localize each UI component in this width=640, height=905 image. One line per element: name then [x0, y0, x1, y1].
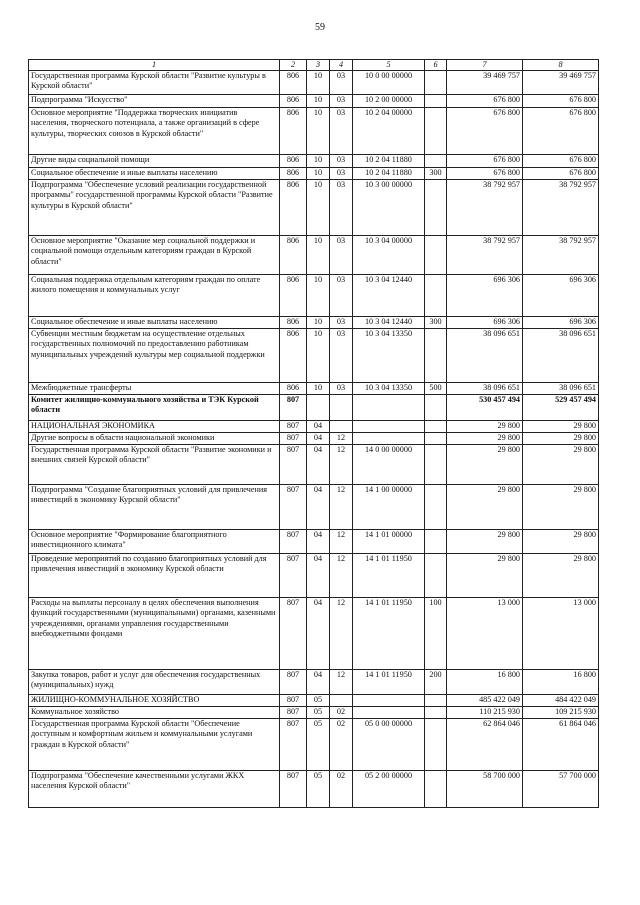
header-row — [29, 60, 599, 71]
row-amount-year1-cell: 696 306 — [447, 275, 523, 317]
row-subsection-cell: 12 — [330, 530, 353, 554]
row-ministry-code-cell: 807 — [280, 530, 307, 554]
row-amount-year2-cell: 29 800 — [523, 485, 599, 530]
table-row — [29, 530, 599, 554]
row-amount-year2-cell: 676 800 — [523, 168, 599, 180]
row-expense-type-cell — [425, 554, 447, 598]
row-target-article-cell: 10 3 04 13350 — [353, 329, 425, 383]
row-subsection-cell: 12 — [330, 445, 353, 485]
header-cell-6: 6 — [425, 60, 447, 71]
row-section-cell: 10 — [307, 108, 330, 155]
row-expense-type-cell — [425, 421, 447, 433]
row-expense-type-cell — [425, 695, 447, 707]
row-expense-type-cell: 300 — [425, 317, 447, 329]
row-target-article-cell: 14 1 01 11950 — [353, 554, 425, 598]
table-row — [29, 421, 599, 433]
row-amount-year2-cell: 16 800 — [523, 670, 599, 695]
row-section-cell: 10 — [307, 180, 330, 236]
row-name-cell: Государственная программа Курской области "Развитие культуры в Курской области" — [29, 71, 280, 95]
row-subsection-cell — [330, 395, 353, 421]
row-expense-type-cell: 500 — [425, 383, 447, 395]
header-cell-8: 8 — [523, 60, 599, 71]
row-expense-type-cell — [425, 108, 447, 155]
row-name-cell: Государственная программа Курской области "Развитие экономики и внешних связей Курской области" — [29, 445, 280, 485]
table-row — [29, 180, 599, 236]
row-expense-type-cell: 300 — [425, 168, 447, 180]
row-subsection-cell — [330, 421, 353, 433]
row-expense-type-cell — [425, 530, 447, 554]
row-ministry-code-cell: 806 — [280, 95, 307, 108]
row-section-cell: 04 — [307, 485, 330, 530]
row-section-cell: 04 — [307, 530, 330, 554]
row-amount-year1-cell: 38 792 957 — [447, 180, 523, 236]
row-section-cell: 04 — [307, 421, 330, 433]
row-expense-type-cell: 100 — [425, 598, 447, 670]
row-section-cell: 10 — [307, 168, 330, 180]
row-amount-year1-cell: 676 800 — [447, 108, 523, 155]
row-amount-year1-cell: 696 306 — [447, 317, 523, 329]
row-target-article-cell: 14 1 01 11950 — [353, 598, 425, 670]
row-amount-year1-cell: 676 800 — [447, 168, 523, 180]
row-ministry-code-cell: 807 — [280, 445, 307, 485]
row-section-cell — [307, 395, 330, 421]
row-name-cell: Комитет жилищно-коммунального хозяйства и ТЭК Курской области — [29, 395, 280, 421]
header-cell-4: 4 — [330, 60, 353, 71]
row-target-article-cell: 10 3 04 12440 — [353, 317, 425, 329]
row-amount-year2-cell: 38 096 651 — [523, 329, 599, 383]
row-section-cell: 10 — [307, 95, 330, 108]
row-amount-year2-cell: 484 422 049 — [523, 695, 599, 707]
row-section-cell: 04 — [307, 445, 330, 485]
row-subsection-cell: 03 — [330, 275, 353, 317]
table-row — [29, 719, 599, 771]
row-amount-year1-cell: 39 469 757 — [447, 71, 523, 95]
header-cell-2: 2 — [280, 60, 307, 71]
row-name-cell: Государственная программа Курской области "Обеспечение доступным и комфортным жильем и коммунальными услугами граждан в Курской области" — [29, 719, 280, 771]
row-subsection-cell: 03 — [330, 95, 353, 108]
table-row — [29, 95, 599, 108]
header-cell-7: 7 — [447, 60, 523, 71]
row-subsection-cell: 03 — [330, 236, 353, 275]
row-target-article-cell: 10 2 00 00000 — [353, 95, 425, 108]
row-ministry-code-cell: 807 — [280, 598, 307, 670]
row-expense-type-cell: 200 — [425, 670, 447, 695]
row-name-cell: Основное мероприятие "Поддержка творческих инициатив населения, творческого потенциала, а также организаций в сфере культуры, творческих союзов в Курской области" — [29, 108, 280, 155]
row-amount-year1-cell: 110 215 930 — [447, 707, 523, 719]
row-target-article-cell: 10 3 04 13350 — [353, 383, 425, 395]
page-number: 59 — [315, 22, 325, 33]
row-amount-year1-cell: 62 864 046 — [447, 719, 523, 771]
row-name-cell: Социальное обеспечение и иные выплаты населению — [29, 317, 280, 329]
row-amount-year2-cell: 676 800 — [523, 155, 599, 168]
row-section-cell: 04 — [307, 554, 330, 598]
row-subsection-cell: 12 — [330, 485, 353, 530]
row-subsection-cell: 02 — [330, 707, 353, 719]
row-amount-year1-cell: 29 800 — [447, 485, 523, 530]
table-row — [29, 771, 599, 808]
table-row — [29, 108, 599, 155]
row-ministry-code-cell: 806 — [280, 108, 307, 155]
row-subsection-cell: 03 — [330, 383, 353, 395]
row-amount-year1-cell: 29 800 — [447, 445, 523, 485]
row-subsection-cell: 03 — [330, 168, 353, 180]
row-name-cell: Подпрограмма "Обеспечение качественными услугами ЖКХ населения Курской области" — [29, 771, 280, 808]
row-target-article-cell — [353, 707, 425, 719]
row-name-cell: Основное мероприятие "Оказание мер социальной поддержки и социальной помощи отдельным категориям граждан в Курской области" — [29, 236, 280, 275]
table-row — [29, 317, 599, 329]
row-name-cell: ЖИЛИЩНО-КОММУНАЛЬНОЕ ХОЗЯЙСТВО — [29, 695, 280, 707]
row-section-cell: 05 — [307, 695, 330, 707]
row-subsection-cell: 03 — [330, 329, 353, 383]
row-ministry-code-cell: 806 — [280, 329, 307, 383]
header-cell-5: 5 — [353, 60, 425, 71]
row-section-cell: 05 — [307, 771, 330, 808]
row-amount-year1-cell: 29 800 — [447, 554, 523, 598]
row-target-article-cell: 14 1 01 00000 — [353, 530, 425, 554]
row-amount-year2-cell: 676 800 — [523, 108, 599, 155]
table-row — [29, 598, 599, 670]
row-subsection-cell: 03 — [330, 180, 353, 236]
row-section-cell: 10 — [307, 383, 330, 395]
row-subsection-cell: 12 — [330, 554, 353, 598]
row-amount-year1-cell: 485 422 049 — [447, 695, 523, 707]
row-section-cell: 10 — [307, 236, 330, 275]
table-row — [29, 670, 599, 695]
row-amount-year2-cell: 109 215 930 — [523, 707, 599, 719]
row-ministry-code-cell: 807 — [280, 719, 307, 771]
table-row — [29, 395, 599, 421]
table-row — [29, 168, 599, 180]
row-expense-type-cell — [425, 433, 447, 445]
row-amount-year1-cell: 16 800 — [447, 670, 523, 695]
row-subsection-cell: 02 — [330, 719, 353, 771]
row-ministry-code-cell: 807 — [280, 485, 307, 530]
row-section-cell: 10 — [307, 71, 330, 95]
row-expense-type-cell — [425, 707, 447, 719]
row-target-article-cell — [353, 395, 425, 421]
row-amount-year2-cell: 676 800 — [523, 95, 599, 108]
row-section-cell: 05 — [307, 707, 330, 719]
row-ministry-code-cell: 807 — [280, 554, 307, 598]
row-subsection-cell: 12 — [330, 433, 353, 445]
row-amount-year1-cell: 530 457 494 — [447, 395, 523, 421]
row-subsection-cell: 02 — [330, 771, 353, 808]
row-name-cell: НАЦИОНАЛЬНАЯ ЭКОНОМИКА — [29, 421, 280, 433]
row-target-article-cell — [353, 695, 425, 707]
row-name-cell: Подпрограмма "Обеспечение условий реализации государственной программы" государственной программы Курской области "Развитие культуры в Курской области" — [29, 180, 280, 236]
row-target-article-cell: 14 1 00 00000 — [353, 485, 425, 530]
row-section-cell: 04 — [307, 433, 330, 445]
row-section-cell: 10 — [307, 275, 330, 317]
row-ministry-code-cell: 807 — [280, 771, 307, 808]
row-expense-type-cell — [425, 329, 447, 383]
row-target-article-cell: 05 2 00 00000 — [353, 771, 425, 808]
row-name-cell: Другие виды социальной помощи — [29, 155, 280, 168]
row-amount-year2-cell: 29 800 — [523, 421, 599, 433]
row-name-cell: Подпрограмма "Создание благоприятных условий для привлечения инвестиций в экономику Курской области" — [29, 485, 280, 530]
row-target-article-cell — [353, 433, 425, 445]
row-amount-year2-cell: 29 800 — [523, 445, 599, 485]
row-amount-year2-cell: 529 457 494 — [523, 395, 599, 421]
row-amount-year2-cell: 13 000 — [523, 598, 599, 670]
row-amount-year2-cell: 29 800 — [523, 530, 599, 554]
row-ministry-code-cell: 806 — [280, 275, 307, 317]
row-target-article-cell: 10 3 04 00000 — [353, 236, 425, 275]
row-expense-type-cell — [425, 275, 447, 317]
row-expense-type-cell — [425, 445, 447, 485]
row-section-cell: 10 — [307, 317, 330, 329]
row-amount-year1-cell: 676 800 — [447, 95, 523, 108]
table-row — [29, 329, 599, 383]
table-row — [29, 155, 599, 168]
row-name-cell: Другие вопросы в области национальной экономики — [29, 433, 280, 445]
row-ministry-code-cell: 806 — [280, 71, 307, 95]
row-target-article-cell: 10 2 04 00000 — [353, 108, 425, 155]
table-row — [29, 383, 599, 395]
row-amount-year2-cell: 696 306 — [523, 275, 599, 317]
row-amount-year1-cell: 29 800 — [447, 530, 523, 554]
row-amount-year1-cell: 676 800 — [447, 155, 523, 168]
row-amount-year2-cell: 38 792 957 — [523, 236, 599, 275]
row-name-cell: Межбюджетные трансферты — [29, 383, 280, 395]
row-amount-year2-cell: 61 864 046 — [523, 719, 599, 771]
row-amount-year2-cell: 39 469 757 — [523, 71, 599, 95]
row-subsection-cell: 03 — [330, 108, 353, 155]
row-name-cell: Социальная поддержка отдельным категориям граждан по оплате жилого помещения и коммунальных услуг — [29, 275, 280, 317]
table-row — [29, 236, 599, 275]
row-subsection-cell: 03 — [330, 317, 353, 329]
table-row — [29, 707, 599, 719]
row-ministry-code-cell: 806 — [280, 180, 307, 236]
row-amount-year1-cell: 38 096 651 — [447, 329, 523, 383]
table-row — [29, 275, 599, 317]
row-subsection-cell: 03 — [330, 71, 353, 95]
row-ministry-code-cell: 807 — [280, 670, 307, 695]
row-amount-year2-cell: 38 792 957 — [523, 180, 599, 236]
row-expense-type-cell — [425, 719, 447, 771]
row-subsection-cell: 12 — [330, 598, 353, 670]
row-ministry-code-cell: 806 — [280, 236, 307, 275]
row-name-cell: Коммунальное хозяйство — [29, 707, 280, 719]
row-section-cell: 10 — [307, 155, 330, 168]
row-ministry-code-cell: 807 — [280, 421, 307, 433]
table-body — [29, 71, 599, 808]
row-amount-year2-cell: 29 800 — [523, 433, 599, 445]
table-row — [29, 695, 599, 707]
table-row — [29, 485, 599, 530]
row-expense-type-cell — [425, 155, 447, 168]
row-ministry-code-cell: 806 — [280, 168, 307, 180]
row-ministry-code-cell: 807 — [280, 433, 307, 445]
row-section-cell: 04 — [307, 670, 330, 695]
row-expense-type-cell — [425, 95, 447, 108]
row-name-cell: Социальное обеспечение и иные выплаты населению — [29, 168, 280, 180]
header-cell-3: 3 — [307, 60, 330, 71]
row-section-cell: 10 — [307, 329, 330, 383]
row-ministry-code-cell: 806 — [280, 317, 307, 329]
row-expense-type-cell — [425, 771, 447, 808]
row-target-article-cell: 10 3 04 12440 — [353, 275, 425, 317]
table-row — [29, 445, 599, 485]
row-amount-year2-cell: 696 306 — [523, 317, 599, 329]
row-target-article-cell: 10 2 04 11880 — [353, 155, 425, 168]
row-subsection-cell: 03 — [330, 155, 353, 168]
row-expense-type-cell — [425, 395, 447, 421]
row-name-cell: Подпрограмма "Искусство" — [29, 95, 280, 108]
row-name-cell: Проведение мероприятий по созданию благоприятных условий для привлечения инвестиций в экономику Курской области — [29, 554, 280, 598]
row-amount-year1-cell: 38 096 651 — [447, 383, 523, 395]
row-target-article-cell: 05 0 00 00000 — [353, 719, 425, 771]
row-ministry-code-cell: 806 — [280, 383, 307, 395]
header-cell-1: 1 — [29, 60, 280, 71]
row-amount-year1-cell: 13 000 — [447, 598, 523, 670]
row-amount-year1-cell: 29 800 — [447, 421, 523, 433]
row-name-cell: Субвенции местным бюджетам на осуществление отдельных государственных полномочий по предоставлению работникам муниципальных учреждений культуры мер социальной поддержки — [29, 329, 280, 383]
row-subsection-cell: 12 — [330, 670, 353, 695]
row-ministry-code-cell: 807 — [280, 707, 307, 719]
row-amount-year1-cell: 29 800 — [447, 433, 523, 445]
row-expense-type-cell — [425, 71, 447, 95]
row-expense-type-cell — [425, 180, 447, 236]
row-target-article-cell: 14 0 00 00000 — [353, 445, 425, 485]
table-row — [29, 433, 599, 445]
row-expense-type-cell — [425, 236, 447, 275]
budget-table — [28, 59, 599, 808]
row-section-cell: 05 — [307, 719, 330, 771]
row-ministry-code-cell: 807 — [280, 695, 307, 707]
row-amount-year2-cell: 57 700 000 — [523, 771, 599, 808]
row-target-article-cell: 14 1 01 11950 — [353, 670, 425, 695]
row-target-article-cell — [353, 421, 425, 433]
row-target-article-cell: 10 0 00 00000 — [353, 71, 425, 95]
row-amount-year2-cell: 29 800 — [523, 554, 599, 598]
row-name-cell: Основное мероприятие "Формирование благоприятного инвестиционного климата" — [29, 530, 280, 554]
table-row — [29, 71, 599, 95]
row-amount-year1-cell: 58 700 000 — [447, 771, 523, 808]
row-target-article-cell: 10 3 00 00000 — [353, 180, 425, 236]
row-amount-year1-cell: 38 792 957 — [447, 236, 523, 275]
row-name-cell: Расходы на выплаты персоналу в целях обеспечения выполнения функций государственными (муниципальными) органами, казенными учреждениями, органами управления государственными внебюджетными фондами — [29, 598, 280, 670]
table-row — [29, 554, 599, 598]
row-ministry-code-cell: 806 — [280, 155, 307, 168]
row-ministry-code-cell: 807 — [280, 395, 307, 421]
row-subsection-cell — [330, 695, 353, 707]
row-expense-type-cell — [425, 485, 447, 530]
row-amount-year2-cell: 38 096 651 — [523, 383, 599, 395]
row-target-article-cell: 10 2 04 11880 — [353, 168, 425, 180]
row-section-cell: 04 — [307, 598, 330, 670]
row-name-cell: Закупка товаров, работ и услуг для обеспечения государственных (муниципальных) нужд — [29, 670, 280, 695]
